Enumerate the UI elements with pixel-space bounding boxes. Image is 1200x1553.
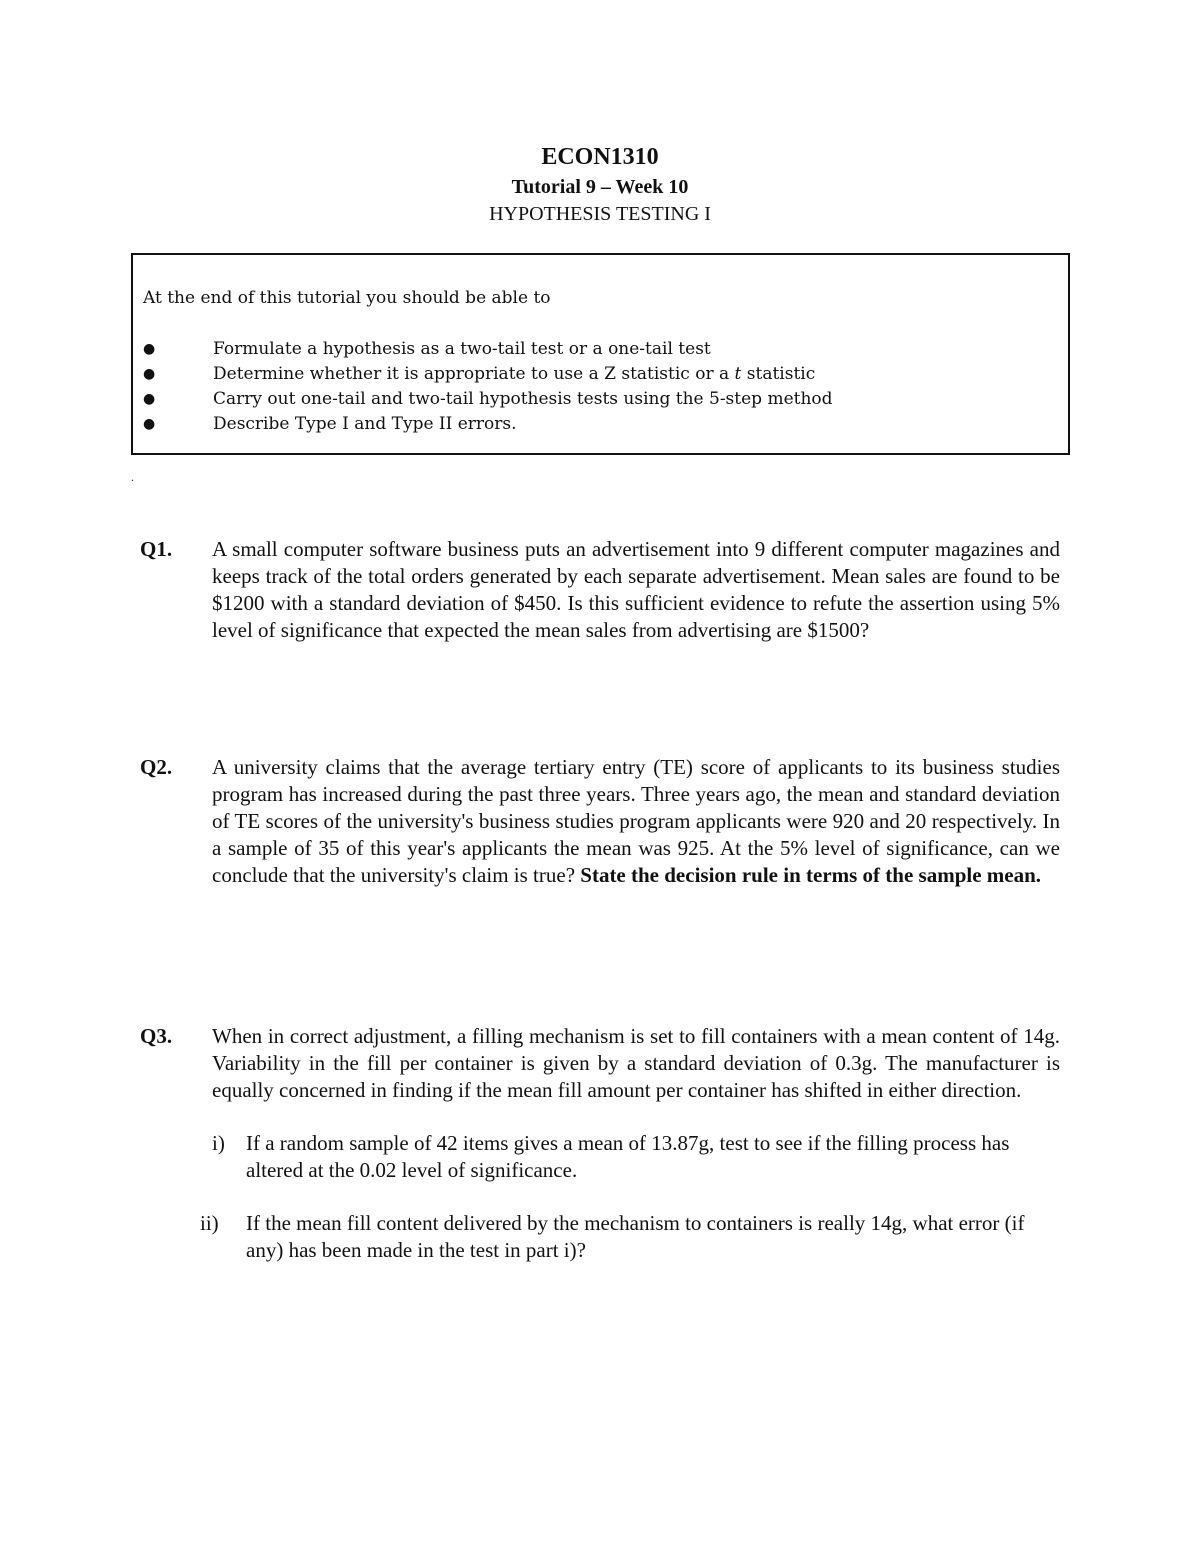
objective-text: Carry out one-tail and two-tail hypothesis tests using the 5-step method — [213, 389, 833, 409]
part-label: ii) — [200, 1211, 219, 1235]
objective-text-end: statistic — [741, 364, 816, 384]
objective-item — [143, 337, 833, 362]
question-part-i — [212, 1130, 1060, 1184]
learning-objectives-box — [131, 253, 1070, 455]
question-text: When in correct adjustment, a filling mechanism is set to fill containers with a mean content of 14g. Variability in the fill per container is given by a standard deviation of 0.3g. The manufacturer is equally concerned in finding if the mean fill amount per container has shifted in either direction. — [212, 1024, 1060, 1102]
question-part-ii — [200, 1210, 1060, 1264]
bullet-icon: ● — [143, 341, 156, 357]
question-1 — [140, 536, 1060, 644]
part-text: If a random sample of 42 items gives a mean of 13.87g, test to see if the filling process has altered at the 0.02 level of significance. — [246, 1131, 1010, 1182]
part-label: i) — [212, 1131, 225, 1155]
question-bold-instruction: State the decision rule in terms of the sample mean. — [580, 863, 1042, 887]
topic-title: HYPOTHESIS TESTING I — [489, 203, 711, 225]
objective-text: Formulate a hypothesis as a two-tail test or a one-tail test — [213, 339, 711, 359]
objective-item — [143, 362, 833, 387]
tutorial-title: Tutorial 9 – Week 10 — [511, 176, 689, 198]
question-text: A small computer software business puts an advertisement into 9 different computer magazines and keeps track of the total orders generated by each separate advertisement. Mean sales are found to be $1200 with a standard deviation of $450. Is this sufficient evidence to refute the assertion using 5% level of significance that expected the mean sales from advertising are $1500? — [212, 537, 1060, 642]
objectives-intro: At the end of this tutorial you should be able to — [143, 288, 551, 308]
objective-text: Determine whether it is appropriate to use a Z statistic or a — [213, 364, 735, 384]
question-2 — [140, 754, 1060, 889]
question-label: Q2. — [140, 755, 173, 779]
question-label: Q3. — [140, 1024, 173, 1048]
objective-item — [143, 412, 833, 437]
objective-italic-text: t — [734, 364, 742, 384]
question-body — [212, 754, 1060, 889]
bullet-icon: ● — [143, 366, 156, 382]
course-code: ECON1310 — [541, 144, 659, 170]
stray-mark: . — [131, 470, 134, 484]
part-text: If the mean fill content delivered by the mechanism to containers is really 14g, what error (if any) has been made in the test in part i)? — [246, 1211, 1025, 1262]
question-3 — [140, 1023, 1060, 1264]
bullet-icon: ● — [143, 391, 156, 407]
objectives-list — [143, 337, 833, 437]
objective-item — [143, 387, 833, 412]
bullet-icon: ● — [143, 416, 156, 432]
question-text: A university claims that the average tertiary entry (TE) score of applicants to its business studies program has increased during the past three years. Three years ago, the mean and standard deviation of TE scores of the university's business studies program applicants were 920 and 20 respectively. In a sample of 35 of this year's applicants the mean was 925. At the 5% level of significance, can we conclude that the university's claim is true? — [212, 755, 1060, 887]
objective-text: Describe Type I and Type II errors. — [213, 414, 517, 434]
question-label: Q1. — [140, 537, 173, 561]
